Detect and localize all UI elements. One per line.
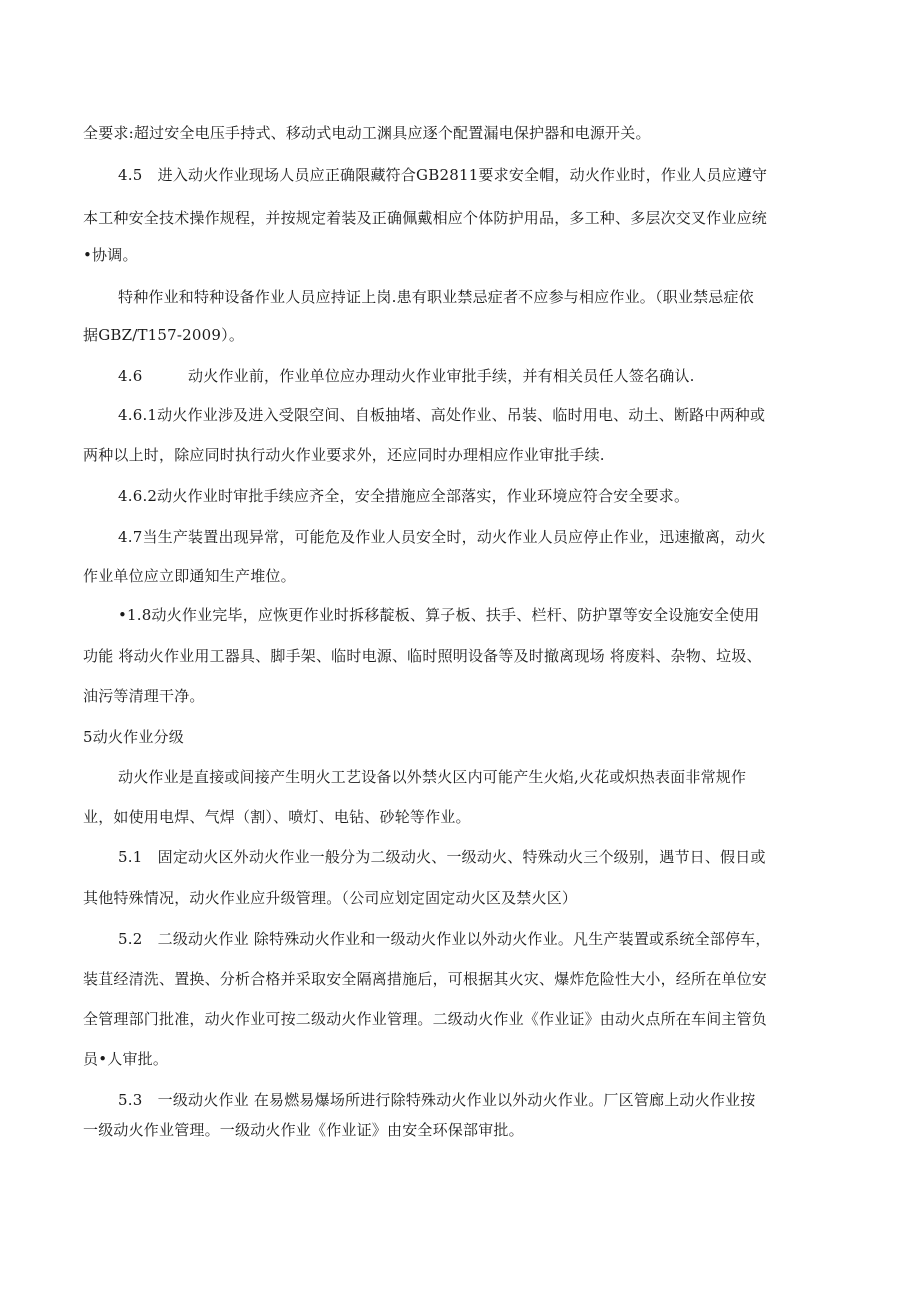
section-heading: 5动火作业分级 <box>83 728 184 746</box>
text-line: 5.1 固定动火区外动火作业一般分为二级动火、一级动火、特殊动火三个级别，遇节日、假日或 <box>118 848 766 866</box>
text-line: 5.3 一级动火作业 在易燃易爆场所进行除特殊动火作业以外动火作业。厂区管廊上动火作业按 <box>118 1091 756 1109</box>
text-line: 动火作业是直接或间接产生明火工艺设备以外禁火区内可能产生火焰,火花或炽热表面非常规作 <box>118 768 747 786</box>
text-line: 业，如使用电焊、气焊（割）、喷灯、电钻、砂轮等作业。 <box>83 808 471 826</box>
text-line: 其他特殊情况，动火作业应升级管理。（公司应划定固定动火区及禁火区） <box>83 889 578 907</box>
text-line: 员•人审批。 <box>83 1050 169 1068</box>
text-line: 全管理部门批准，动火作业可按二级动火作业管理。二级动火作业《作业证》由动火点所在车间主管负 <box>83 1010 768 1028</box>
text-line: 5.2 二级动火作业 除特殊动火作业和一级动火作业以外动火作业。凡生产装置或系统全部停车， <box>118 930 771 948</box>
text-line: •1.8动火作业完毕，应恢更作业时拆移靛板、算子板、扶手、栏杆、防护罩等安全设施安全使用 <box>118 606 760 624</box>
text-line: 特种作业和特种设备作业人员应持证上岗.患有职业禁忌症者不应参与相应作业。（职业禁忌症依 <box>118 288 754 306</box>
text-line: •协调。 <box>83 246 138 264</box>
text-line: 两种以上时，除应同时执行动火作业要求外，还应同时办理相应作业审批手续. <box>83 446 605 464</box>
text-line: 4.6.1动火作业涉及进入受限空间、自板抽堵、高处作业、吊装、临时用电、动土、断路中两种或 <box>118 406 766 424</box>
text-line: 4.7当生产装置出现异常，可能危及作业人员安全时，动火作业人员应停止作业，迅速撤离，动火 <box>118 528 766 546</box>
text-line: 油污等清理干净。 <box>83 687 205 705</box>
text-line: 据GBZ/T157-2009）。 <box>83 326 245 344</box>
text-line: 4.6 动火作业前，作业单位应办理动火作业审批手续，并有相关员任人签名确认. <box>118 367 695 385</box>
text-line: 本工种安全技术操作规程，并按规定着装及正确佩戴相应个体防护用品，多工种、多层次交叉作业应统 <box>83 209 768 227</box>
text-line: 作业单位应立即通知生产堆位。 <box>83 567 296 585</box>
text-line: 全要求:超过安全电压手持式、移动式电动工渊具应逐个配置漏电保护器和电源开关。 <box>83 124 651 142</box>
text-line: 4.5 进入动火作业现场人员应正确限藏符合GB2811要求安全帽，动火作业时，作业人员应遵守 <box>118 166 768 184</box>
text-line: 4.6.2动火作业时审批手续应齐全，安全措施应全部落实，作业环境应符合安全要求。 <box>118 487 690 505</box>
text-line: 一级动火作业管理。一级动火作业《作业证》由安全环保部审批。 <box>83 1121 524 1139</box>
text-line: 装苴经清洗、置换、分析合格并采取安全隔离措施后，可根据其火灾、爆炸危险性大小，经所在单位安 <box>83 970 768 988</box>
text-line: 功能 将动火作业用工器具、脚手架、临时电源、临时照明设备等及时撤离现场 将废料、杂物、垃圾、 <box>83 647 762 665</box>
